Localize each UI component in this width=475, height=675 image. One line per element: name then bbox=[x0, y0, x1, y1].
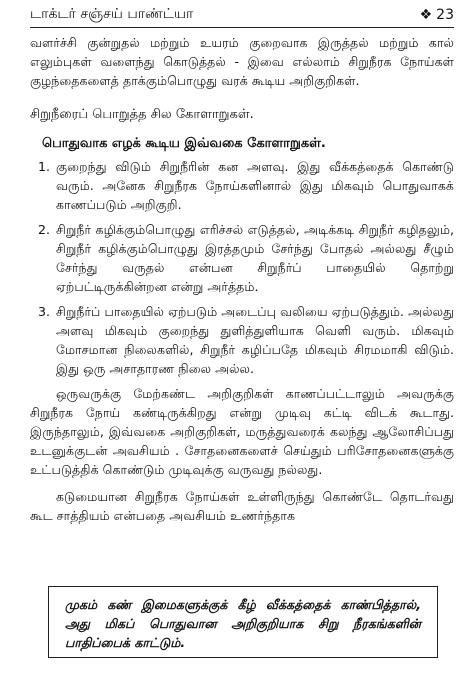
callout-box bbox=[48, 586, 438, 658]
list-text: சிறுநீர் கழிக்கும்பொழுது எரிச்சல் எடுத்தல், அடிக்கடி சிறுநீர் கழிதலும், சிறுநீர் கழிக்கும்பொழுது இரத்தமும் சேர்ந்து போதல் அல்லது சீழும் சேர்ந்து வருதல் என்பன சிறுநீர்ப் பாதையில் தொற்று ஏற்பட்டிருக்கின்றன என்று அர்த்தம். bbox=[56, 222, 454, 294]
intro-paragraph: வளர்ச்சி குன்றுதல் மற்றும் உயரம் குறைவாக இருத்தல் மற்றும் கால் எலும்புகள் வளைந்து கொடுத்தல் - இவை எல்லாம் சிறுநீரக நோய்கள் குழந்தைகளைத் தாக்கும்பொழுது வரக் கூடிய அறிகுறிகள். bbox=[30, 35, 454, 88]
page-number: 23 bbox=[436, 7, 454, 23]
list-number: 2. bbox=[37, 222, 50, 237]
list-text: குறைந்து விடும் சிறுநீரின் கன அளவு. இது வீக்கத்தைக் கொண்டு வரும். அனேக சிறுநீரக நோய்களினால் இது மிகவும் பொதுவாகக் காணப்படும் அறிகுறி. bbox=[56, 159, 454, 212]
diamond-icon: ❖ bbox=[419, 7, 433, 23]
advice-paragraph: ஒருவருக்கு மேற்கண்ட அறிகுறிகள் காணப்பட்டாலும் அவருக்கு சிறுநீரக நோய் கண்டிருக்கிறது என்று முடிவு கட்டி விடக் கூடாது. இருந்தாலும், இவ்வகை அறிகுறிகள், மருத்துவரைக் கலந்து ஆலோசிப்பது உடனுக்குடன் அவசியம் . சோதனைகளைச் செய்தும் பரிசோதனைகளுக்கு உட்படுத்திக் கொண்டும் முடிவுக்கு வருவது நல்லது. bbox=[30, 386, 454, 477]
running-header bbox=[30, 4, 454, 26]
list-item bbox=[30, 220, 454, 296]
page-body bbox=[30, 33, 454, 525]
list-item bbox=[30, 157, 454, 214]
list-text: சிறுநீர்ப் பாதையில் ஏற்படும் அடைப்பு வலியை ஏற்படுத்தும். அல்லது அளவு மிகவும் குறைந்து துளித்துளியாக வெளி வரும். மிகவும் மோசமான நிலைகளில், சிறுநீர் கழிப்பதே மிகவும் சிரமமாகி விடும். இது ஒரு அசாதாரண நிலை அல்ல. bbox=[56, 304, 454, 376]
symptom-list bbox=[30, 157, 454, 378]
header-title: டாக்டர் சஞ்சய் பாண்ட்யா bbox=[30, 6, 194, 22]
callout-text: முகம் கண் இமைகளுக்குக் கீழ் வீக்கத்தைக் காண்பித்தால், அது மிகப் பொதுவான அறிகுறியாக சிறு நீரகங்களின் பாதிப்பைக் காட்டும். bbox=[65, 597, 421, 650]
list-number: 1. bbox=[37, 159, 50, 174]
section-heading: பொதுவாக எழக் கூடிய இவ்வகை கோளாறுகள். bbox=[42, 136, 326, 151]
header-rule bbox=[30, 27, 454, 28]
list-number: 3. bbox=[37, 304, 50, 319]
list-item bbox=[30, 302, 454, 378]
closing-paragraph: கடுமையான சிறுநீரக நோய்கள் உள்ளிருந்து கொண்டே தொடர்வது கூட சாத்தியம் என்பதை அவசியம் உணர்ந்தாக bbox=[30, 489, 454, 523]
page-number-group bbox=[420, 7, 454, 23]
subheading: சிறுநீரைப் பொறுத்த சில கோளாறுகள். bbox=[30, 107, 254, 122]
